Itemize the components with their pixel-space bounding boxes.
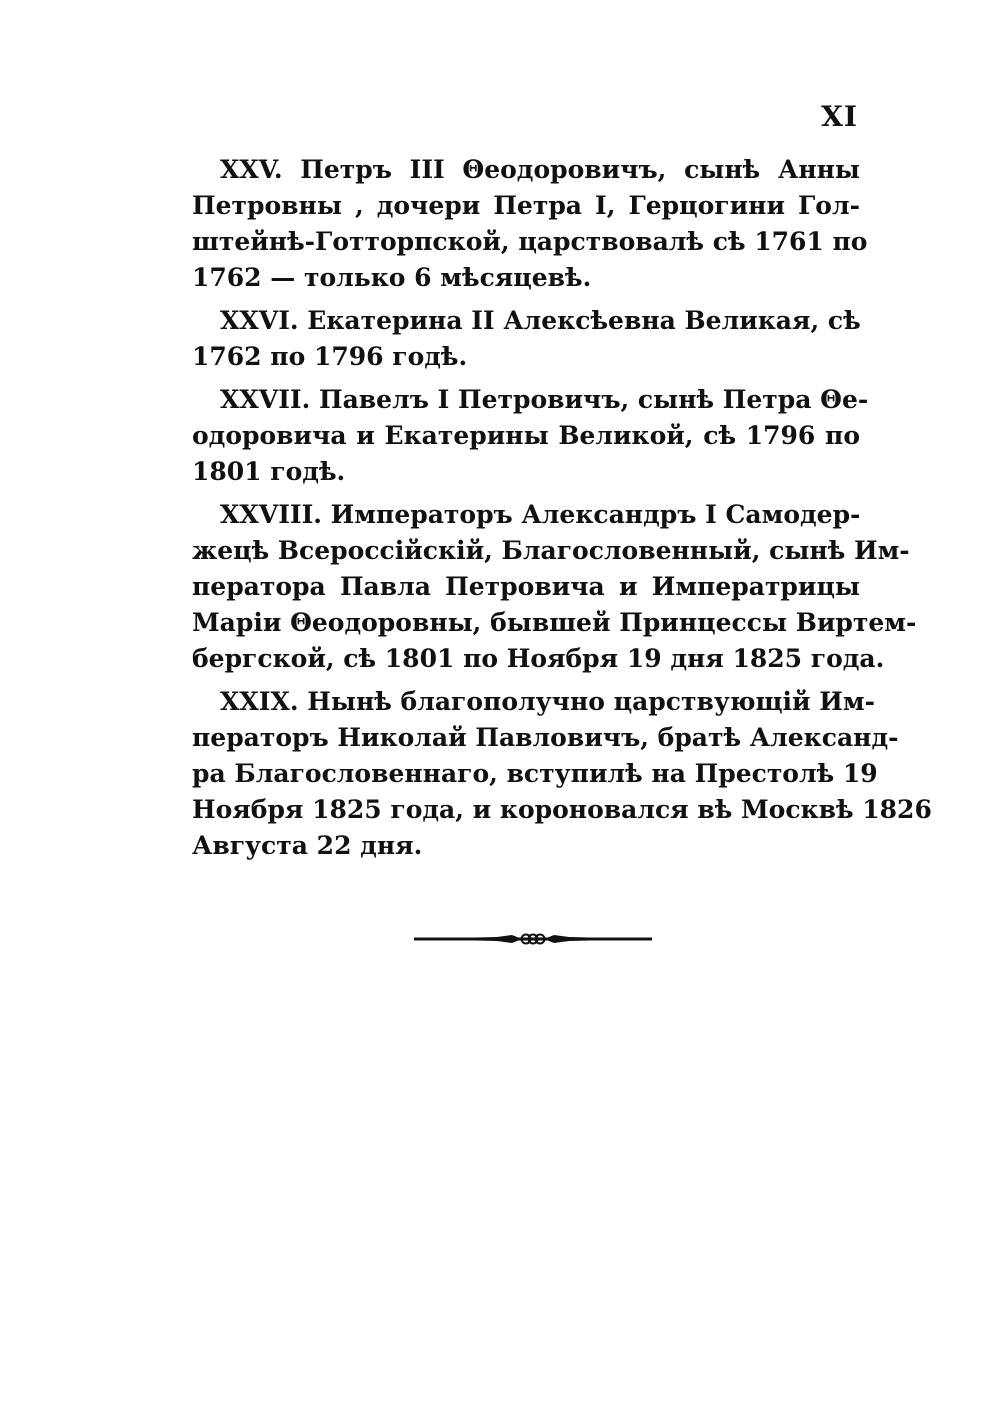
text-line: ператора Павла Петровича и Императрицы — [192, 572, 860, 601]
ornament-divider-icon — [412, 926, 654, 952]
text-line: штейнѣ-Готторпской, царствовалѣ сѣ 1761 по — [192, 227, 868, 256]
text-line: 1762 — только 6 мѣсяцевѣ. — [192, 263, 592, 292]
text-line: XXV. Петръ III Θеодоровичъ, сынѣ Анны — [220, 155, 860, 184]
paragraph-xxvi — [192, 303, 860, 375]
paragraph-xxv — [192, 152, 868, 296]
paragraph-xxix — [192, 684, 932, 864]
text-line: жецѣ Всероссійскій, Благословенный, сынѣ Им- — [192, 536, 910, 565]
text-line: 1762 по 1796 годѣ. — [192, 342, 468, 371]
text-line: XXIX. Нынѣ благополучно царствующій Им- — [220, 687, 876, 716]
text-line: 1801 годѣ. — [192, 457, 346, 486]
text-line: ператоръ Николай Павловичъ, братѣ Александ- — [192, 723, 899, 752]
paragraph-xxvii — [192, 382, 869, 490]
text-line: Маріи Θеодоровны, бывшей Принцессы Виртем- — [192, 608, 917, 637]
text-line: XXVIII. Императоръ Александръ I Самодер- — [220, 500, 861, 529]
text-line: Ноября 1825 года, и короновался вѣ Москвѣ 1826 — [192, 795, 932, 824]
page-number: XI — [821, 100, 858, 133]
text-line: бергской, сѣ 1801 по Ноября 19 дня 1825 года. — [192, 644, 885, 673]
text-line: Петровны , дочери Петра I, Герцогини Гол- — [192, 191, 860, 220]
text-line: XXVII. Павелъ I Петровичъ, сынѣ Петра Θе- — [220, 385, 869, 414]
text-line: Августа 22 дня. — [192, 831, 423, 860]
paragraph-xxviii — [192, 497, 917, 677]
main-text — [192, 152, 932, 871]
text-line: ра Благословеннаго, вступилѣ на Престолѣ 19 — [192, 759, 878, 788]
text-line: XXVI. Екатерина II Алексѣевна Великая, сѣ — [220, 306, 861, 335]
text-line: одоровича и Екатерины Великой, сѣ 1796 по — [192, 421, 860, 450]
